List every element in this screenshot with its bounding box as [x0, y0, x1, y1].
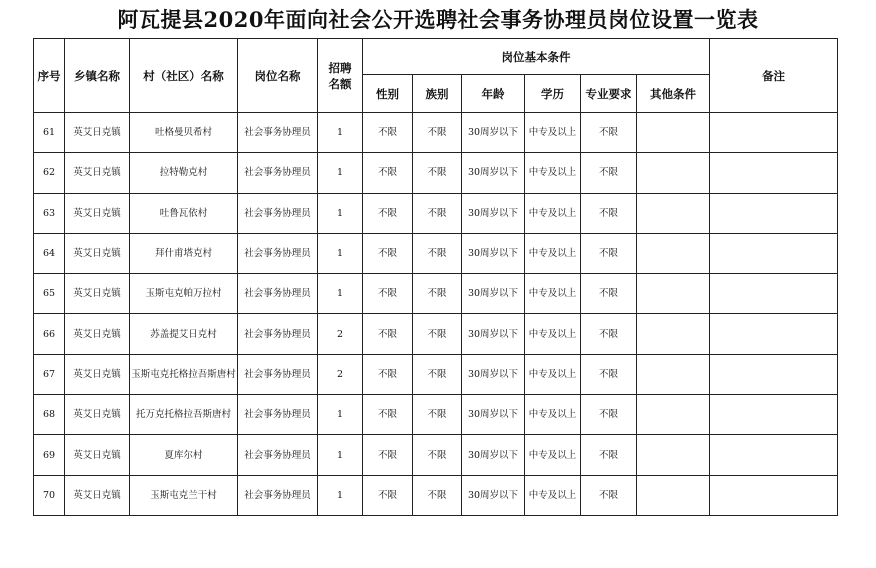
cell-other — [637, 435, 710, 475]
table-row — [34, 475, 838, 515]
cell-town: 英艾日克镇 — [65, 395, 130, 435]
cell-education: 中专及以上 — [525, 354, 581, 394]
cell-other — [637, 314, 710, 354]
cell-post: 社会事务协理员 — [238, 153, 318, 193]
cell-seq: 65 — [34, 274, 65, 314]
cell-major: 不限 — [581, 475, 637, 515]
cell-education: 中专及以上 — [525, 475, 581, 515]
cell-seq: 62 — [34, 153, 65, 193]
header-ethnicity: 族别 — [413, 75, 462, 113]
header-gender: 性别 — [363, 75, 413, 113]
cell-other — [637, 354, 710, 394]
cell-remark — [710, 193, 838, 233]
cell-major: 不限 — [581, 274, 637, 314]
cell-ethnicity: 不限 — [413, 193, 462, 233]
cell-ethnicity: 不限 — [413, 153, 462, 193]
cell-gender: 不限 — [363, 435, 413, 475]
cell-village: 苏盖提艾日克村 — [130, 314, 238, 354]
cell-quota: 1 — [318, 475, 363, 515]
table-row — [34, 274, 838, 314]
cell-age: 30周岁以下 — [462, 354, 525, 394]
cell-major: 不限 — [581, 233, 637, 273]
cell-town: 英艾日克镇 — [65, 233, 130, 273]
cell-major: 不限 — [581, 113, 637, 153]
table-row — [34, 193, 838, 233]
header-quota-label: 招聘名额 — [328, 60, 352, 91]
cell-village: 玉斯屯克托格拉吾斯唐村 — [130, 354, 238, 394]
cell-post: 社会事务协理员 — [238, 113, 318, 153]
cell-town: 英艾日克镇 — [65, 193, 130, 233]
cell-town: 英艾日克镇 — [65, 274, 130, 314]
cell-education: 中专及以上 — [525, 274, 581, 314]
header-row-top — [34, 39, 838, 75]
header-remark: 备注 — [710, 39, 838, 113]
cell-other — [637, 475, 710, 515]
cell-remark — [710, 395, 838, 435]
cell-gender: 不限 — [363, 395, 413, 435]
positions-table — [33, 38, 838, 516]
header-seq: 序号 — [34, 39, 65, 113]
cell-ethnicity: 不限 — [413, 274, 462, 314]
cell-remark — [710, 435, 838, 475]
cell-seq: 70 — [34, 475, 65, 515]
cell-other — [637, 113, 710, 153]
cell-age: 30周岁以下 — [462, 274, 525, 314]
cell-village: 吐格曼贝希村 — [130, 113, 238, 153]
cell-education: 中专及以上 — [525, 314, 581, 354]
cell-seq: 69 — [34, 435, 65, 475]
header-education: 学历 — [525, 75, 581, 113]
cell-post: 社会事务协理员 — [238, 314, 318, 354]
cell-ethnicity: 不限 — [413, 233, 462, 273]
cell-major: 不限 — [581, 193, 637, 233]
cell-gender: 不限 — [363, 274, 413, 314]
cell-other — [637, 395, 710, 435]
cell-gender: 不限 — [363, 193, 413, 233]
table-row — [34, 314, 838, 354]
cell-age: 30周岁以下 — [462, 193, 525, 233]
header-town: 乡镇名称 — [65, 39, 130, 113]
cell-major: 不限 — [581, 314, 637, 354]
cell-village: 拉特勒克村 — [130, 153, 238, 193]
cell-quota: 1 — [318, 233, 363, 273]
cell-post: 社会事务协理员 — [238, 435, 318, 475]
cell-ethnicity: 不限 — [413, 314, 462, 354]
cell-education: 中专及以上 — [525, 153, 581, 193]
cell-age: 30周岁以下 — [462, 475, 525, 515]
cell-remark — [710, 354, 838, 394]
cell-education: 中专及以上 — [525, 193, 581, 233]
table-row — [34, 395, 838, 435]
cell-other — [637, 153, 710, 193]
header-major: 专业要求 — [581, 75, 637, 113]
cell-education: 中专及以上 — [525, 435, 581, 475]
cell-other — [637, 233, 710, 273]
cell-remark — [710, 475, 838, 515]
cell-education: 中专及以上 — [525, 233, 581, 273]
table-body — [34, 113, 838, 516]
cell-town: 英艾日克镇 — [65, 113, 130, 153]
cell-major: 不限 — [581, 395, 637, 435]
cell-post: 社会事务协理员 — [238, 274, 318, 314]
cell-village: 夏库尔村 — [130, 435, 238, 475]
table-row — [34, 153, 838, 193]
cell-ethnicity: 不限 — [413, 395, 462, 435]
cell-remark — [710, 113, 838, 153]
cell-town: 英艾日克镇 — [65, 153, 130, 193]
cell-seq: 66 — [34, 314, 65, 354]
header-age: 年龄 — [462, 75, 525, 113]
cell-seq: 68 — [34, 395, 65, 435]
header-other: 其他条件 — [637, 75, 710, 113]
cell-quota: 1 — [318, 435, 363, 475]
cell-gender: 不限 — [363, 113, 413, 153]
cell-town: 英艾日克镇 — [65, 435, 130, 475]
cell-major: 不限 — [581, 354, 637, 394]
cell-post: 社会事务协理员 — [238, 233, 318, 273]
cell-remark — [710, 314, 838, 354]
cell-remark — [710, 233, 838, 273]
cell-ethnicity: 不限 — [413, 475, 462, 515]
cell-major: 不限 — [581, 153, 637, 193]
cell-gender: 不限 — [363, 153, 413, 193]
header-village: 村（社区）名称 — [130, 39, 238, 113]
cell-town: 英艾日克镇 — [65, 314, 130, 354]
cell-remark — [710, 153, 838, 193]
cell-gender: 不限 — [363, 354, 413, 394]
cell-education: 中专及以上 — [525, 113, 581, 153]
cell-age: 30周岁以下 — [462, 113, 525, 153]
cell-town: 英艾日克镇 — [65, 475, 130, 515]
cell-ethnicity: 不限 — [413, 354, 462, 394]
table-row — [34, 354, 838, 394]
cell-age: 30周岁以下 — [462, 233, 525, 273]
page-title: 阿瓦提县2020年面向社会公开选聘社会事务协理员岗位设置一览表 — [117, 7, 759, 32]
header-basic-conditions: 岗位基本条件 — [363, 39, 710, 75]
cell-quota: 1 — [318, 113, 363, 153]
table-row — [34, 113, 838, 153]
cell-quota: 2 — [318, 354, 363, 394]
cell-gender: 不限 — [363, 314, 413, 354]
header-post: 岗位名称 — [238, 39, 318, 113]
cell-seq: 64 — [34, 233, 65, 273]
cell-seq: 63 — [34, 193, 65, 233]
cell-quota: 1 — [318, 193, 363, 233]
cell-age: 30周岁以下 — [462, 395, 525, 435]
cell-age: 30周岁以下 — [462, 435, 525, 475]
cell-remark — [710, 274, 838, 314]
cell-village: 吐鲁瓦依村 — [130, 193, 238, 233]
cell-village: 托万克托格拉吾斯唐村 — [130, 395, 238, 435]
cell-education: 中专及以上 — [525, 395, 581, 435]
cell-seq: 61 — [34, 113, 65, 153]
cell-gender: 不限 — [363, 233, 413, 273]
cell-quota: 1 — [318, 274, 363, 314]
cell-other — [637, 193, 710, 233]
cell-post: 社会事务协理员 — [238, 193, 318, 233]
cell-ethnicity: 不限 — [413, 435, 462, 475]
cell-major: 不限 — [581, 435, 637, 475]
cell-other — [637, 274, 710, 314]
cell-village: 玉斯屯克兰干村 — [130, 475, 238, 515]
table-row — [34, 233, 838, 273]
cell-ethnicity: 不限 — [413, 113, 462, 153]
cell-quota: 1 — [318, 153, 363, 193]
header-quota — [318, 39, 363, 113]
cell-seq: 67 — [34, 354, 65, 394]
cell-town: 英艾日克镇 — [65, 354, 130, 394]
table-row — [34, 435, 838, 475]
cell-post: 社会事务协理员 — [238, 395, 318, 435]
cell-gender: 不限 — [363, 475, 413, 515]
cell-age: 30周岁以下 — [462, 153, 525, 193]
cell-post: 社会事务协理员 — [238, 475, 318, 515]
cell-post: 社会事务协理员 — [238, 354, 318, 394]
cell-quota: 2 — [318, 314, 363, 354]
cell-age: 30周岁以下 — [462, 314, 525, 354]
cell-quota: 1 — [318, 395, 363, 435]
cell-village: 玉斯屯克帕万拉村 — [130, 274, 238, 314]
cell-village: 拜什甫塔克村 — [130, 233, 238, 273]
